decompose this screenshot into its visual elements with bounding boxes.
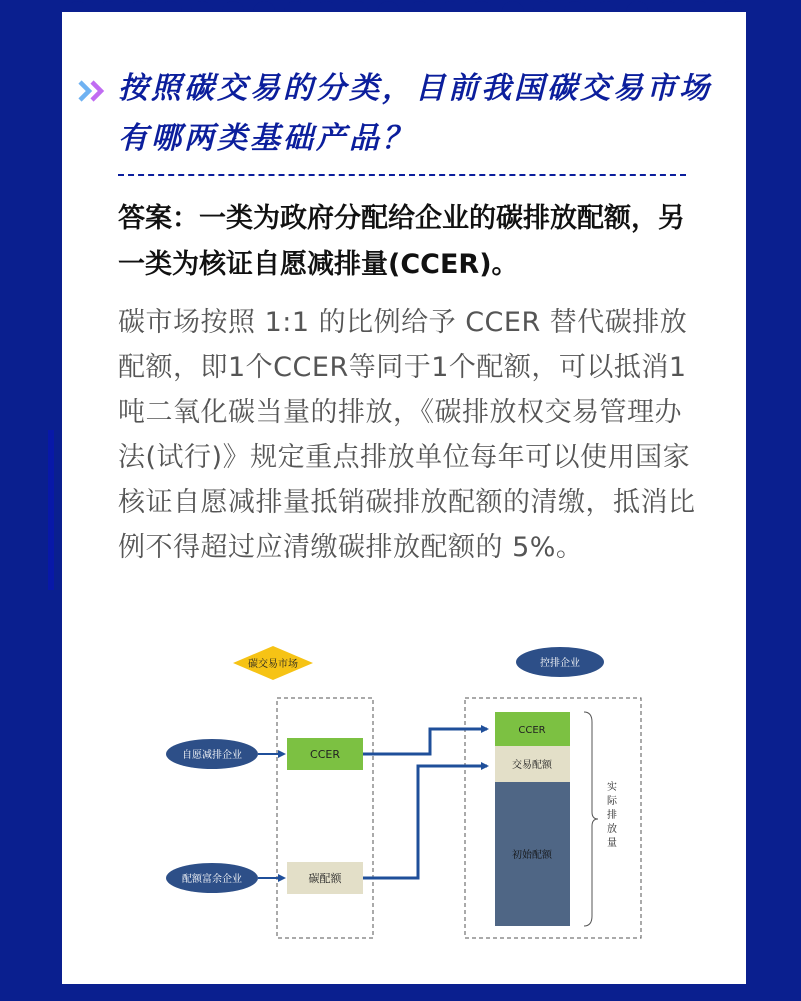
question-heading: 按照碳交易的分类，目前我国碳交易市场有哪两类基础产品？	[118, 71, 712, 156]
actual-emission-char: 放	[607, 824, 617, 835]
stack-ccer-label: CCER	[518, 725, 546, 736]
dashed-divider	[118, 174, 686, 176]
bottom-strip	[62, 984, 746, 1001]
surplus-quota-label: 配额富余企业	[182, 874, 242, 885]
side-accent	[48, 430, 54, 590]
actual-emission-char: 际	[607, 796, 617, 807]
arrow-quota-to-emitter	[363, 766, 487, 878]
ccer-flow-diagram	[160, 632, 660, 952]
actual-emission-brace	[584, 712, 598, 926]
explanation-text: 碳市场按照 1:1 的比例给予 CCER 替代碳排放配额，即1个CCER等同于1个配额，可以抵消1吨二氧化碳当量的排放，《碳排放权交易管理办法(试行)》规定重点排放单位每年可以使用国家核证自愿减排量抵销碳排放配额的清缴，抵消比例不得超过应清缴碳排放配额的 5%。	[118, 307, 696, 563]
answer-text: 答案：一类为政府分配给企业的碳排放配额，另一类为核证自愿减排量(CCER)。	[118, 203, 685, 280]
actual-emission-char: 实	[607, 782, 617, 793]
actual-emission-char: 排	[607, 810, 617, 821]
market-quota-label: 碳配额	[308, 872, 342, 885]
market-dashed-box	[277, 698, 373, 938]
market-ccer-label: CCER	[310, 748, 340, 761]
stack-initial-label: 初始配额	[512, 850, 552, 861]
arrow-ccer-to-emitter	[363, 729, 487, 754]
actual-emission-label	[607, 781, 618, 849]
double-chevron-icon	[78, 79, 108, 103]
market-label: 碳交易市场	[248, 659, 298, 670]
emitter-label: 控排企业	[540, 658, 580, 669]
stack-traded-label: 交易配额	[512, 760, 552, 771]
voluntary-reducer-label: 自愿减排企业	[182, 750, 242, 761]
actual-emission-char: 量	[607, 838, 617, 849]
